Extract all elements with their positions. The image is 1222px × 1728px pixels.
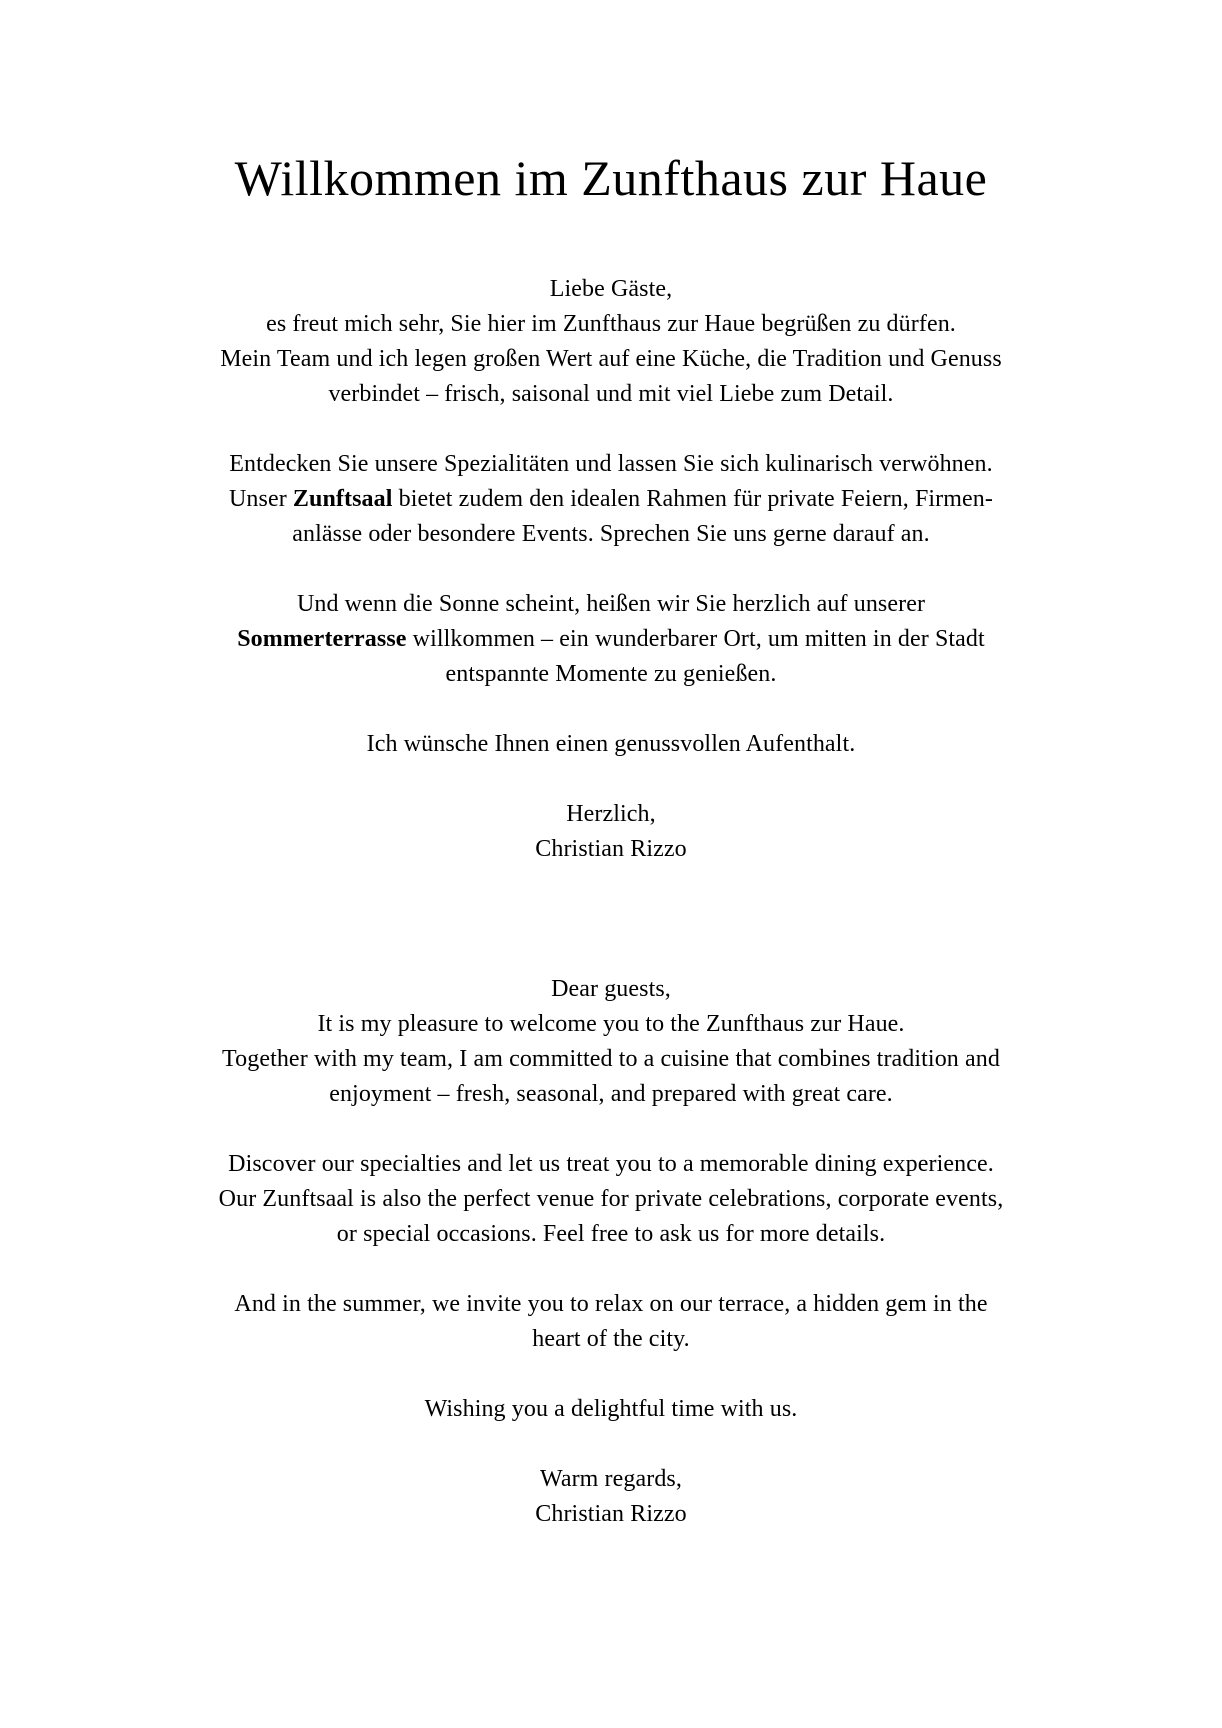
zunftsaal-bold-text: Zunftsaal <box>292 486 393 512</box>
text-line: Und wenn die Sonne scheint, heißen wir Sie herzlich auf unserer <box>296 591 926 617</box>
english-wish-paragraph <box>0 1392 1222 1427</box>
text-line: verbindet – frisch, saisonal und mit viel Liebe zum Detail. <box>328 381 894 407</box>
text-segment: willkommen – ein wunderbarer Ort, um mitten in der Stadt <box>406 626 985 652</box>
text-line: Together with my team, I am committed to a cuisine that combines tradition and <box>222 1046 1000 1072</box>
text-line: Our Zunftsaal is also the perfect venue for private celebrations, corporate events, <box>218 1186 1004 1212</box>
text-line: Liebe Gäste, <box>549 276 673 302</box>
german-welcome-section <box>0 272 1222 867</box>
text-line: enjoyment – fresh, seasonal, and prepared with great care. <box>329 1081 893 1107</box>
english-specialties-paragraph <box>0 1147 1222 1252</box>
text-line: es freut mich sehr, Sie hier im Zunfthaus zur Haue begrüßen zu dürfen. <box>266 311 956 337</box>
german-terrace-paragraph <box>0 587 1222 692</box>
page-title: Willkommen im Zunfthaus zur Haue <box>234 150 988 206</box>
text-line: entspannte Momente zu genießen. <box>445 661 777 687</box>
text-line: Herzlich, <box>566 801 656 827</box>
text-line: Mein Team und ich legen großen Wert auf eine Küche, die Tradition und Genuss <box>220 346 1002 372</box>
text-line: Entdecken Sie unsere Spezialitäten und lassen Sie sich kulinarisch verwöhnen. <box>229 451 993 477</box>
english-welcome-section <box>0 972 1222 1532</box>
english-intro-paragraph <box>0 972 1222 1112</box>
german-signature <box>0 797 1222 867</box>
text-line: anlässe oder besondere Events. Sprechen Sie uns gerne darauf an. <box>292 521 930 547</box>
sommerterrasse-bold-text: Sommerterrasse <box>237 626 407 652</box>
text-segment: bietet zudem den idealen Rahmen für private Feiern, Firmen- <box>392 486 993 512</box>
text-line: And in the summer, we invite you to relax on our terrace, a hidden gem in the <box>234 1291 988 1317</box>
text-line <box>0 482 1222 517</box>
text-line: Dear guests, <box>551 976 671 1002</box>
text-line: heart of the city. <box>532 1326 690 1352</box>
text-line: It is my pleasure to welcome you to the Zunfthaus zur Haue. <box>317 1011 905 1037</box>
signature-name: Christian Rizzo <box>535 836 687 862</box>
text-line: Warm regards, <box>540 1466 682 1492</box>
text-line: Wishing you a delightful time with us. <box>424 1396 798 1422</box>
english-signature <box>0 1462 1222 1532</box>
text-segment: Unser <box>229 486 293 512</box>
english-terrace-paragraph <box>0 1287 1222 1357</box>
letter-body <box>0 272 1222 1532</box>
text-line: Discover our specialties and let us treat you to a memorable dining experience. <box>228 1151 994 1177</box>
text-line: or special occasions. Feel free to ask us for more details. <box>336 1221 886 1247</box>
text-line <box>0 622 1222 657</box>
german-specialties-paragraph <box>0 447 1222 552</box>
german-wish-paragraph <box>0 727 1222 762</box>
text-line: Ich wünsche Ihnen einen genussvollen Aufenthalt. <box>366 731 856 757</box>
german-intro-paragraph <box>0 272 1222 412</box>
signature-name: Christian Rizzo <box>535 1501 687 1527</box>
